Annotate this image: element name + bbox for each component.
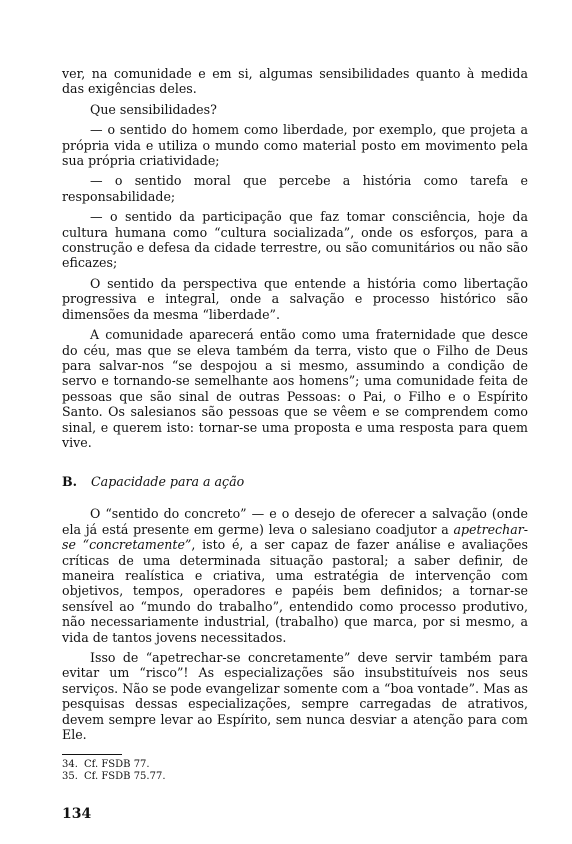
paragraph-perspective: O sentido da perspectiva que entende a história como libertação progressiva e integral, onde a salvação e processo histórico são dimensões da mesma “liberdade”. [62,275,528,322]
section-title: Capacidade para a ação [91,474,245,490]
paragraph-continuation: ver, na comunidade e em si, algumas sensibilidades quanto à medida das exigências deles. [62,66,528,97]
paragraph-participation: — o sentido da participação que faz tomar consciência, hoje da cultura humana como “cultura socializada”, onde os esforços, para a construção e defesa da cidade terrestre, ou são comunitários ou não são eficazes; [62,209,528,271]
footnote-text: Cf. FSDB 75.77. [84,771,166,783]
paragraph-question: Que sensibilidades? [90,101,217,117]
footnotes [62,759,528,783]
footnote-34 [62,759,528,771]
footnote-text: Cf. FSDB 77. [84,759,150,771]
paragraph-risk: Isso de “apetrechar-se concretamente” deve servir também para evitar um “risco”! As especializações são insubstituíveis nos seus serviços. Não se pode evangelizar somente com a “boa vontade”. Mas as pesquisas dessas especializações, sempre carregadas de atrativos, devem sempre levar ao Espírito, sem nunca desviar a atenção para com Ele. [62,650,528,743]
paragraph-concrete [62,506,528,645]
paragraph-concrete-part2: , isto é, a ser capaz de fazer análise e avaliações críticas de uma determinada situação pastoral; a saber definir, de maneira realística e criativa, uma estratégia de intervenção com objetivos, tempos, operadores e papéis bem definidos; a tornar-se sensível ao “mundo do trabalho”, entendido como processo produtivo, não necessariamente industrial, (trabalho) que marca, por si mesmo, a vida de tantos jovens necessitados. [62,537,528,645]
main-text [62,66,528,742]
footnote-number: 35. [62,771,78,783]
footnote-divider [62,754,122,755]
section-letter: B. [62,474,78,490]
paragraph-concrete-italic: apetrechar-se “concretamente” [62,521,528,553]
footnote-35 [62,771,528,783]
page-number: 134 [62,806,92,822]
paragraph-concrete-part1: O “sentido do concreto” — e o desejo de oferecer a salvação (onde ela já está presente em germe) leva o salesiano coadjutor a [62,506,528,537]
section-heading [62,474,528,490]
paragraph-liberty: — o sentido do homem como liberdade, por exemplo, que projeta a própria vida e utiliza o mundo como material posto em movimento pela sua própria criatividade; [62,122,528,169]
paragraph-moral: — o sentido moral que percebe a história como tarefa e responsabilidade; [62,173,528,204]
paragraph-community: A comunidade aparecerá então como uma fraternidade que desce do céu, mas que se eleva também da terra, visto que o Filho de Deus para salvar-nos “se despojou a si mesmo, assumindo a condição de servo e tornando-se semelhante aos homens”; uma comunidade feita de pessoas que são sinal de outras Pessoas: o Pai, o Filho e o Espírito Santo. Os salesianos são pessoas que se vêem e se comprendem como sinal, e querem isto: tornar-se uma proposta e uma resposta para quem vive. [62,327,528,450]
footnote-number: 34. [62,759,78,771]
